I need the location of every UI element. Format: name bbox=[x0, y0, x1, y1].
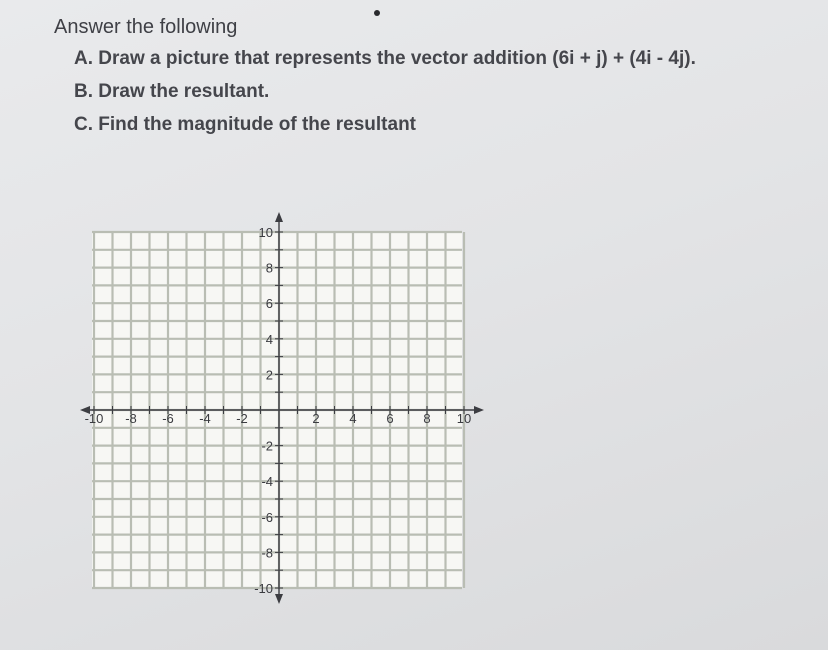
x-tick-label: 10 bbox=[456, 411, 472, 426]
y-tick-label: 10 bbox=[258, 225, 273, 240]
instruction-c: C. Find the magnitude of the resultant bbox=[74, 114, 416, 135]
y-tick-label: 4 bbox=[265, 331, 273, 347]
y-axis-arrow-down bbox=[275, 594, 283, 604]
instruction-a: A. Draw a picture that represents the vector addition (6i + j) + (4i - 4j). bbox=[74, 48, 696, 69]
x-axis-arrow-right bbox=[474, 406, 484, 414]
x-tick-label: 4 bbox=[349, 411, 357, 426]
x-tick-label: 8 bbox=[423, 411, 431, 426]
y-tick-label: -6 bbox=[261, 509, 273, 525]
x-tick-label: 6 bbox=[386, 411, 394, 426]
x-tick-label: -8 bbox=[125, 411, 137, 426]
x-tick-label: -10 bbox=[84, 411, 104, 426]
y-tick-label: -2 bbox=[261, 438, 273, 454]
page-heading: Answer the following bbox=[54, 16, 238, 38]
y-tick-label: -4 bbox=[261, 474, 273, 490]
instruction-b: B. Draw the resultant. bbox=[74, 81, 270, 102]
y-tick-label: 6 bbox=[265, 296, 273, 312]
y-tick-label: 8 bbox=[265, 260, 273, 276]
y-axis-arrow-up bbox=[275, 212, 283, 222]
x-tick-label: -4 bbox=[199, 411, 211, 426]
y-tick-label: -10 bbox=[254, 581, 273, 596]
x-tick-label: 2 bbox=[312, 411, 320, 426]
x-tick-label: -6 bbox=[162, 411, 174, 426]
y-tick-label: -8 bbox=[261, 545, 273, 561]
y-tick-label: 2 bbox=[265, 367, 273, 383]
x-tick-label: -2 bbox=[236, 411, 248, 426]
